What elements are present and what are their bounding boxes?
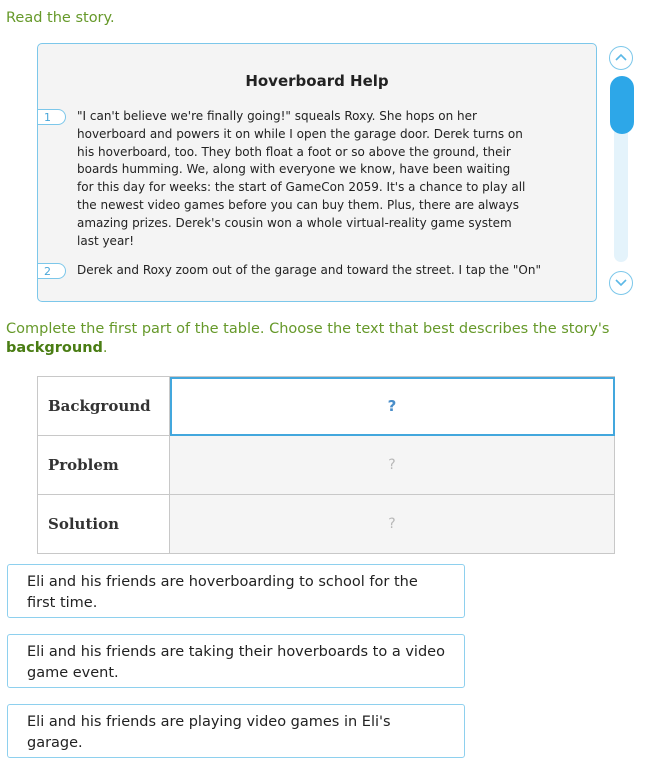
- task-instruction: [6, 320, 609, 358]
- paragraph-line: Derek and Roxy zoom out of the garage and toward the street. I tap the "On": [77, 263, 541, 277]
- story-title: Hoverboard Help: [245, 72, 389, 90]
- paragraph-1: [77, 108, 582, 250]
- background-answer-cell[interactable]: ?: [170, 377, 615, 436]
- paragraph-line: last year!: [77, 233, 135, 248]
- chevron-down-icon: [615, 278, 627, 288]
- scroll-down-button[interactable]: [609, 271, 633, 295]
- row-label-problem: Problem: [38, 436, 170, 495]
- paragraph-line: the newest video games before you can buy them. Plus, there are always: [77, 197, 520, 212]
- read-instruction: Read the story.: [6, 10, 115, 26]
- task-instruction-keyword: background: [6, 340, 103, 356]
- table-row: [38, 436, 615, 495]
- paragraph-line: hoverboard and powers it on while I open the garage door. Derek turns on: [77, 126, 523, 141]
- row-label-solution: Solution: [38, 495, 170, 554]
- paragraph-line: his hoverboard, too. They both float a foot or so above the ground, their: [77, 144, 511, 159]
- paragraph-line: amazing prizes. Derek's cousin won a whole virtual-reality game system: [77, 215, 512, 230]
- answer-choice-2[interactable]: Eli and his friends are taking their hoverboards to a video game event.: [7, 634, 465, 688]
- scroll-up-button[interactable]: [609, 46, 633, 70]
- paragraph-2: [77, 262, 582, 280]
- answer-choice-3[interactable]: Eli and his friends are playing video games in Eli's garage.: [7, 704, 465, 758]
- paragraph-number-2: 2: [37, 263, 66, 279]
- table-row: [38, 377, 615, 436]
- solution-answer-cell: ?: [170, 495, 615, 554]
- row-label-background: Background: [38, 377, 170, 436]
- scrollbar-thumb[interactable]: [610, 76, 634, 134]
- paragraph-line: boards humming. We, along with everyone we know, have been waiting: [77, 162, 511, 177]
- answer-choice-1[interactable]: Eli and his friends are hoverboarding to school for the first time.: [7, 564, 465, 618]
- table-row: [38, 495, 615, 554]
- problem-answer-cell: ?: [170, 436, 615, 495]
- paragraph-line: for this day for weeks: the start of GameCon 2059. It's a chance to play all: [77, 180, 526, 195]
- paragraph-line: "I can't believe we're finally going!" squeals Roxy. She hops on her: [77, 109, 477, 123]
- task-instruction-period: .: [102, 340, 108, 356]
- story-passage: [37, 43, 597, 302]
- task-instruction-text: Complete the first part of the table. Choose the text that best describes the story's: [6, 321, 610, 337]
- chevron-up-icon: [615, 53, 627, 63]
- story-elements-table: [37, 376, 615, 554]
- paragraph-number-1: 1: [37, 109, 66, 125]
